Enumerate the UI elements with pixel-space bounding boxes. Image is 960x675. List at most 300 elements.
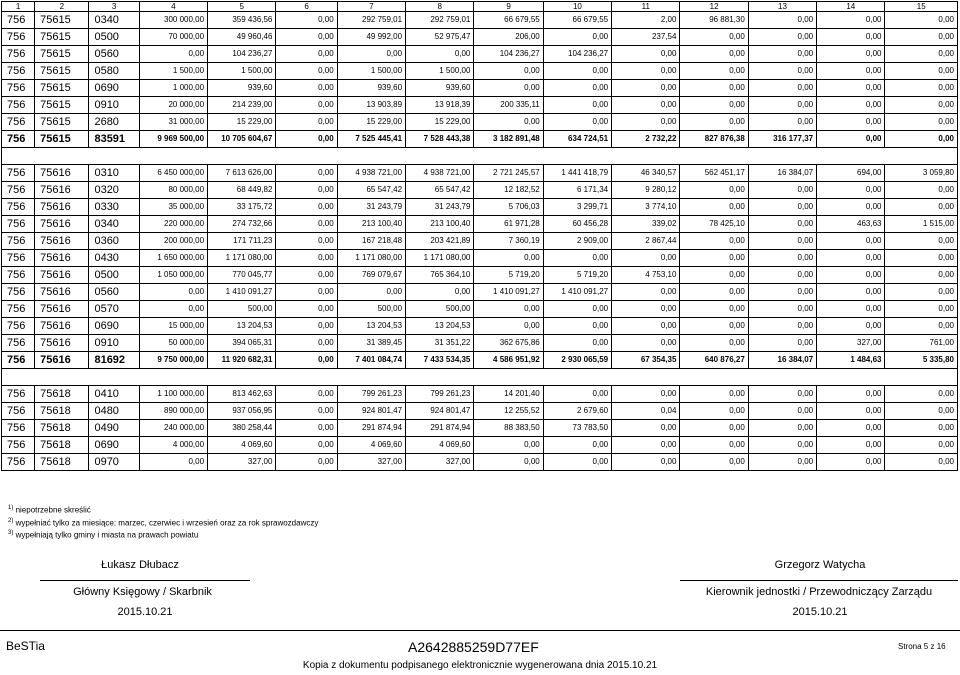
right-signatory-role: Kierownik jednostki / Przewodniczący Zarządu: [705, 586, 933, 598]
table-row: [2, 199, 958, 216]
table-cell: 104 236,27: [208, 46, 276, 63]
table-cell: 0,00: [748, 80, 816, 97]
table-cell: 0,00: [276, 437, 337, 454]
table-cell: 500,00: [208, 301, 276, 318]
table-row: [2, 318, 958, 335]
table-cell: 0,00: [680, 454, 748, 471]
table-row: [2, 250, 958, 267]
table-cell: 756: [2, 165, 35, 182]
table-cell: 0,00: [543, 437, 611, 454]
table-cell: 80 000,00: [139, 182, 207, 199]
report-table: [1, 1, 958, 471]
table-cell: 0,04: [612, 403, 680, 420]
table-cell: 4 000,00: [139, 437, 207, 454]
table-cell: 394 065,31: [208, 335, 276, 352]
table-cell: 75615: [35, 63, 89, 80]
table-row: [2, 386, 958, 403]
table-cell: 0,00: [748, 63, 816, 80]
table-cell: 756: [2, 12, 35, 29]
table-cell: 0,00: [276, 420, 337, 437]
table-cell: 0,00: [474, 454, 543, 471]
table-cell: 0,00: [612, 318, 680, 335]
column-number: 1: [2, 2, 35, 12]
table-cell: 0,00: [885, 403, 958, 420]
table-cell: 16 384,07: [748, 352, 816, 369]
table-cell: 66 679,55: [543, 12, 611, 29]
table-cell: 0410: [89, 386, 139, 403]
table-cell: 327,00: [406, 454, 474, 471]
table-cell: 1 410 091,27: [208, 284, 276, 301]
table-cell: 0480: [89, 403, 139, 420]
left-signature-date: 2015.10.21: [117, 606, 173, 618]
table-cell: 0,00: [680, 80, 748, 97]
table-cell: 0,00: [680, 233, 748, 250]
table-cell: 0,00: [748, 46, 816, 63]
table-cell: 924 801,47: [406, 403, 474, 420]
footnote: $^{2)}$ wypełniać tylko za miesiące: marzec, czerwiec i wrzesień oraz za rok sprawozdawczy: [8, 517, 319, 528]
column-number: 11: [612, 2, 680, 12]
table-cell: 0,00: [543, 63, 611, 80]
table-cell: 0,00: [748, 335, 816, 352]
table-cell: 0,00: [474, 318, 543, 335]
table-cell: 0,00: [276, 46, 337, 63]
table-row: [2, 437, 958, 454]
table-cell: 756: [2, 284, 35, 301]
table-cell: 0,00: [680, 386, 748, 403]
table-cell: 0,00: [474, 437, 543, 454]
table-cell: 0,00: [817, 114, 885, 131]
table-cell: 327,00: [337, 454, 405, 471]
table-cell: 0,00: [748, 437, 816, 454]
footnote: $^{3)}$ wypełniają tylko gminy i miasta na prawach powiatu: [8, 530, 199, 540]
table-cell: 0,00: [543, 318, 611, 335]
table-cell: 0,00: [612, 63, 680, 80]
table-cell: 0,00: [406, 284, 474, 301]
table-cell: 0,00: [276, 335, 337, 352]
table-cell: 0,00: [543, 97, 611, 114]
table-cell: 0,00: [680, 114, 748, 131]
column-number: 14: [817, 2, 885, 12]
table-cell: 0,00: [885, 29, 958, 46]
column-number: 9: [474, 2, 543, 12]
table-cell: 11 920 682,31: [208, 352, 276, 369]
table-cell: 0,00: [612, 80, 680, 97]
table-cell: 0,00: [885, 420, 958, 437]
table-cell: 939,60: [406, 80, 474, 97]
table-cell: 1 050 000,00: [139, 267, 207, 284]
table-row: [2, 301, 958, 318]
table-cell: 14 201,40: [474, 386, 543, 403]
column-number: 7: [337, 2, 405, 12]
right-signatory-name: Grzegorz Watycha: [774, 559, 866, 571]
table-cell: 0430: [89, 250, 139, 267]
table-cell: 46 340,57: [612, 165, 680, 182]
table-cell: 0,00: [885, 267, 958, 284]
table-cell: 75616: [35, 165, 89, 182]
table-cell: 756: [2, 182, 35, 199]
column-number: 15: [885, 2, 958, 12]
table-cell: 20 000,00: [139, 97, 207, 114]
table-row: [2, 267, 958, 284]
table-cell: 0,00: [474, 250, 543, 267]
table-cell: 13 204,53: [208, 318, 276, 335]
table-cell: 0320: [89, 182, 139, 199]
table-cell: 75615: [35, 12, 89, 29]
table-cell: 0910: [89, 335, 139, 352]
table-cell: 67 354,35: [612, 352, 680, 369]
column-number: 2: [35, 2, 89, 12]
table-cell: 0,00: [748, 12, 816, 29]
table-cell: 0,00: [885, 46, 958, 63]
table-cell: 0,00: [276, 63, 337, 80]
table-cell: 0,00: [680, 182, 748, 199]
table-cell: 1 500,00: [139, 63, 207, 80]
table-cell: 0,00: [885, 114, 958, 131]
table-cell: 0,00: [276, 97, 337, 114]
table-cell: 0490: [89, 420, 139, 437]
table-cell: 0,00: [817, 97, 885, 114]
table-cell: 0,00: [748, 420, 816, 437]
table-cell: 0310: [89, 165, 139, 182]
table-cell: 634 724,51: [543, 131, 611, 148]
table-cell: 5 719,20: [543, 267, 611, 284]
table-cell: 12 182,52: [474, 182, 543, 199]
table-cell: 96 881,30: [680, 12, 748, 29]
table-cell: 0,00: [139, 454, 207, 471]
column-number: 12: [680, 2, 748, 12]
table-cell: 104 236,27: [543, 46, 611, 63]
table-cell: 3 059,80: [885, 165, 958, 182]
table-cell: 1 410 091,27: [474, 284, 543, 301]
table-cell: 0,00: [817, 80, 885, 97]
table-cell: 15 229,00: [406, 114, 474, 131]
table-cell: 0,00: [748, 454, 816, 471]
table-cell: 75616: [35, 352, 89, 369]
table-row: [2, 403, 958, 420]
table-cell: 7 528 443,38: [406, 131, 474, 148]
table-cell: 694,00: [817, 165, 885, 182]
table-cell: 0,00: [474, 63, 543, 80]
table-cell: 171 711,23: [208, 233, 276, 250]
table-cell: 0,00: [885, 199, 958, 216]
table-cell: 6 450 000,00: [139, 165, 207, 182]
table-cell: 1 410 091,27: [543, 284, 611, 301]
table-cell: 0,00: [680, 199, 748, 216]
table-cell: 0,00: [337, 284, 405, 301]
table-cell: 0,00: [680, 284, 748, 301]
table-cell: 756: [2, 352, 35, 369]
table-cell: 9 280,12: [612, 182, 680, 199]
table-cell: 83591: [89, 131, 139, 148]
table-cell: 756: [2, 63, 35, 80]
table-cell: 70 000,00: [139, 29, 207, 46]
table-cell: 75615: [35, 46, 89, 63]
table-cell: 16 384,07: [748, 165, 816, 182]
table-cell: 3 299,71: [543, 199, 611, 216]
table-cell: 0,00: [885, 318, 958, 335]
table-cell: 0,00: [276, 199, 337, 216]
table-cell: 75616: [35, 267, 89, 284]
table-cell: 362 675,86: [474, 335, 543, 352]
table-cell: 0,00: [817, 437, 885, 454]
table-cell: 3 774,10: [612, 199, 680, 216]
table-cell: 0500: [89, 29, 139, 46]
table-cell: 1 500,00: [337, 63, 405, 80]
table-cell: 0970: [89, 454, 139, 471]
table-cell: 220 000,00: [139, 216, 207, 233]
table-cell: 0,00: [139, 46, 207, 63]
table-cell: 0,00: [680, 97, 748, 114]
table-row: [2, 216, 958, 233]
table-cell: 292 759,01: [337, 12, 405, 29]
table-cell: 0340: [89, 216, 139, 233]
table-cell: 75618: [35, 403, 89, 420]
table-row: [2, 80, 958, 97]
footer-divider: [0, 630, 960, 631]
table-cell: 5 335,80: [885, 352, 958, 369]
table-cell: 15 000,00: [139, 318, 207, 335]
table-cell: 4 069,60: [406, 437, 474, 454]
table-cell: 15 229,00: [337, 114, 405, 131]
column-number: 8: [406, 2, 474, 12]
table-cell: 0,00: [474, 301, 543, 318]
table-cell: 1 171 080,00: [337, 250, 405, 267]
table-cell: 0580: [89, 63, 139, 80]
table-cell: 640 876,27: [680, 352, 748, 369]
table-cell: 0,00: [276, 352, 337, 369]
table-cell: 0,00: [885, 301, 958, 318]
table-cell: 0,00: [748, 403, 816, 420]
table-cell: 7 360,19: [474, 233, 543, 250]
table-cell: 0,00: [680, 63, 748, 80]
table-cell: 5 706,03: [474, 199, 543, 216]
table-cell: 0,00: [885, 12, 958, 29]
table-cell: 0,00: [885, 63, 958, 80]
table-cell: 0,00: [612, 97, 680, 114]
table-cell: 0,00: [612, 420, 680, 437]
table-cell: 1 500,00: [208, 63, 276, 80]
right-signature-line: [680, 580, 958, 581]
left-signatory-role: Główny Księgowy / Skarbnik: [73, 586, 212, 598]
table-cell: 380 258,44: [208, 420, 276, 437]
table-cell: 0,00: [612, 114, 680, 131]
table-cell: 0,00: [276, 29, 337, 46]
table-cell: 75615: [35, 114, 89, 131]
table-cell: 104 236,27: [474, 46, 543, 63]
table-cell: 291 874,94: [337, 420, 405, 437]
table-cell: 0,00: [817, 386, 885, 403]
table-cell: 4 753,10: [612, 267, 680, 284]
table-cell: 33 175,72: [208, 199, 276, 216]
table-cell: 300 000,00: [139, 12, 207, 29]
table-cell: 1 000,00: [139, 80, 207, 97]
table-cell: 0360: [89, 233, 139, 250]
table-cell: 0,00: [817, 267, 885, 284]
table-cell: 0,00: [885, 250, 958, 267]
table-cell: 66 679,55: [474, 12, 543, 29]
table-cell: 0,00: [276, 403, 337, 420]
table-cell: 31 389,45: [337, 335, 405, 352]
table-cell: 0910: [89, 97, 139, 114]
table-cell: 0,00: [406, 46, 474, 63]
table-cell: 61 971,28: [474, 216, 543, 233]
table-cell: 0,00: [680, 437, 748, 454]
table-cell: 2,00: [612, 12, 680, 29]
table-cell: 291 874,94: [406, 420, 474, 437]
table-cell: 0,00: [817, 301, 885, 318]
copy-note: Kopia z dokumentu podpisanego elektronicznie wygenerowana dnia 2015.10.21: [302, 660, 658, 671]
table-cell: 0,00: [817, 403, 885, 420]
table-cell: 35 000,00: [139, 199, 207, 216]
table-cell: 359 436,56: [208, 12, 276, 29]
table-cell: 0,00: [748, 284, 816, 301]
table-cell: 756: [2, 216, 35, 233]
table-cell: 0,00: [276, 250, 337, 267]
table-cell: 0,00: [885, 131, 958, 148]
table-cell: 0,00: [543, 250, 611, 267]
column-number: 6: [276, 2, 337, 12]
left-signature-line: [40, 580, 250, 581]
table-cell: 0,00: [680, 335, 748, 352]
table-cell: 7 613 626,00: [208, 165, 276, 182]
table-cell: 756: [2, 301, 35, 318]
table-cell: 0,00: [817, 199, 885, 216]
table-cell: 200 000,00: [139, 233, 207, 250]
table-cell: 15 229,00: [208, 114, 276, 131]
table-cell: 75616: [35, 284, 89, 301]
table-cell: 0330: [89, 199, 139, 216]
table-cell: 200 335,11: [474, 97, 543, 114]
right-signature-date: 2015.10.21: [792, 606, 848, 618]
table-row: [2, 335, 958, 352]
table-cell: 1 515,00: [885, 216, 958, 233]
table-cell: 1 441 418,79: [543, 165, 611, 182]
table-cell: 0,00: [817, 182, 885, 199]
table-cell: 2 930 065,59: [543, 352, 611, 369]
table-cell: 2 679,60: [543, 403, 611, 420]
table-cell: 0,00: [276, 80, 337, 97]
table-cell: 1 100 000,00: [139, 386, 207, 403]
table-cell: 0,00: [680, 250, 748, 267]
table-cell: 0,00: [543, 114, 611, 131]
table-cell: 0,00: [543, 386, 611, 403]
table-cell: 1 500,00: [406, 63, 474, 80]
table-cell: 316 177,37: [748, 131, 816, 148]
table-row: [2, 46, 958, 63]
table-cell: 31 351,22: [406, 335, 474, 352]
table-cell: 0,00: [276, 301, 337, 318]
table-cell: 765 364,10: [406, 267, 474, 284]
table-cell: 75618: [35, 454, 89, 471]
total-row: [2, 352, 958, 369]
table-cell: 0,00: [817, 46, 885, 63]
table-cell: 0,00: [885, 233, 958, 250]
table-cell: 10 705 604,67: [208, 131, 276, 148]
footnote: $^{1)}$ niepotrzebne skreślić: [8, 505, 91, 515]
table-cell: 0,00: [139, 284, 207, 301]
table-cell: 0,00: [748, 250, 816, 267]
table-cell: 0,00: [139, 301, 207, 318]
table-cell: 0,00: [276, 233, 337, 250]
table-cell: 75615: [35, 80, 89, 97]
table-cell: 0,00: [817, 318, 885, 335]
table-cell: 0,00: [748, 216, 816, 233]
table-cell: 0,00: [276, 318, 337, 335]
table-cell: 0500: [89, 267, 139, 284]
table-cell: 756: [2, 46, 35, 63]
table-cell: 756: [2, 267, 35, 284]
table-cell: 0690: [89, 80, 139, 97]
table-cell: 237,54: [612, 29, 680, 46]
table-cell: 937 056,95: [208, 403, 276, 420]
table-cell: 75616: [35, 216, 89, 233]
table-cell: 939,60: [337, 80, 405, 97]
table-cell: 0,00: [817, 12, 885, 29]
table-cell: 0,00: [748, 318, 816, 335]
table-cell: 0,00: [543, 335, 611, 352]
column-number: 10: [543, 2, 611, 12]
table-row: [2, 284, 958, 301]
table-cell: 0,00: [612, 250, 680, 267]
table-cell: 0560: [89, 46, 139, 63]
table-cell: 0,00: [276, 131, 337, 148]
table-cell: 13 204,53: [406, 318, 474, 335]
table-cell: 1 171 080,00: [208, 250, 276, 267]
table-cell: 0,00: [543, 301, 611, 318]
table-cell: 75616: [35, 250, 89, 267]
table-cell: 0,00: [680, 420, 748, 437]
group-separator: [2, 148, 958, 165]
table-cell: 799 261,23: [406, 386, 474, 403]
table-row: [2, 454, 958, 471]
table-cell: 0,00: [748, 114, 816, 131]
table-cell: 0,00: [817, 454, 885, 471]
table-cell: 0,00: [276, 182, 337, 199]
table-cell: 756: [2, 403, 35, 420]
table-cell: 0,00: [474, 80, 543, 97]
table-cell: 13 903,89: [337, 97, 405, 114]
app-name: BeSTia: [6, 639, 45, 653]
table-cell: 0,00: [748, 233, 816, 250]
table-cell: 756: [2, 454, 35, 471]
document-code: A2642885259D77EF: [408, 639, 539, 655]
table-cell: 756: [2, 437, 35, 454]
table-cell: 0,00: [543, 454, 611, 471]
table-cell: 562 451,17: [680, 165, 748, 182]
table-cell: 4 938 721,00: [337, 165, 405, 182]
table-cell: 2680: [89, 114, 139, 131]
table-cell: 890 000,00: [139, 403, 207, 420]
table-cell: 0,00: [680, 29, 748, 46]
table-cell: 0,00: [885, 97, 958, 114]
table-cell: 924 801,47: [337, 403, 405, 420]
table-cell: 75616: [35, 335, 89, 352]
table-cell: 73 783,50: [543, 420, 611, 437]
total-row: [2, 131, 958, 148]
header-row: [2, 2, 958, 12]
table-row: [2, 63, 958, 80]
table-cell: 0,00: [612, 335, 680, 352]
table-cell: 4 069,60: [208, 437, 276, 454]
table-cell: 799 261,23: [337, 386, 405, 403]
table-cell: 75618: [35, 420, 89, 437]
table-cell: 0,00: [817, 63, 885, 80]
table-cell: 756: [2, 335, 35, 352]
table-cell: 2 909,00: [543, 233, 611, 250]
table-row: [2, 12, 958, 29]
table-cell: 274 732,66: [208, 216, 276, 233]
table-cell: 0,00: [748, 182, 816, 199]
